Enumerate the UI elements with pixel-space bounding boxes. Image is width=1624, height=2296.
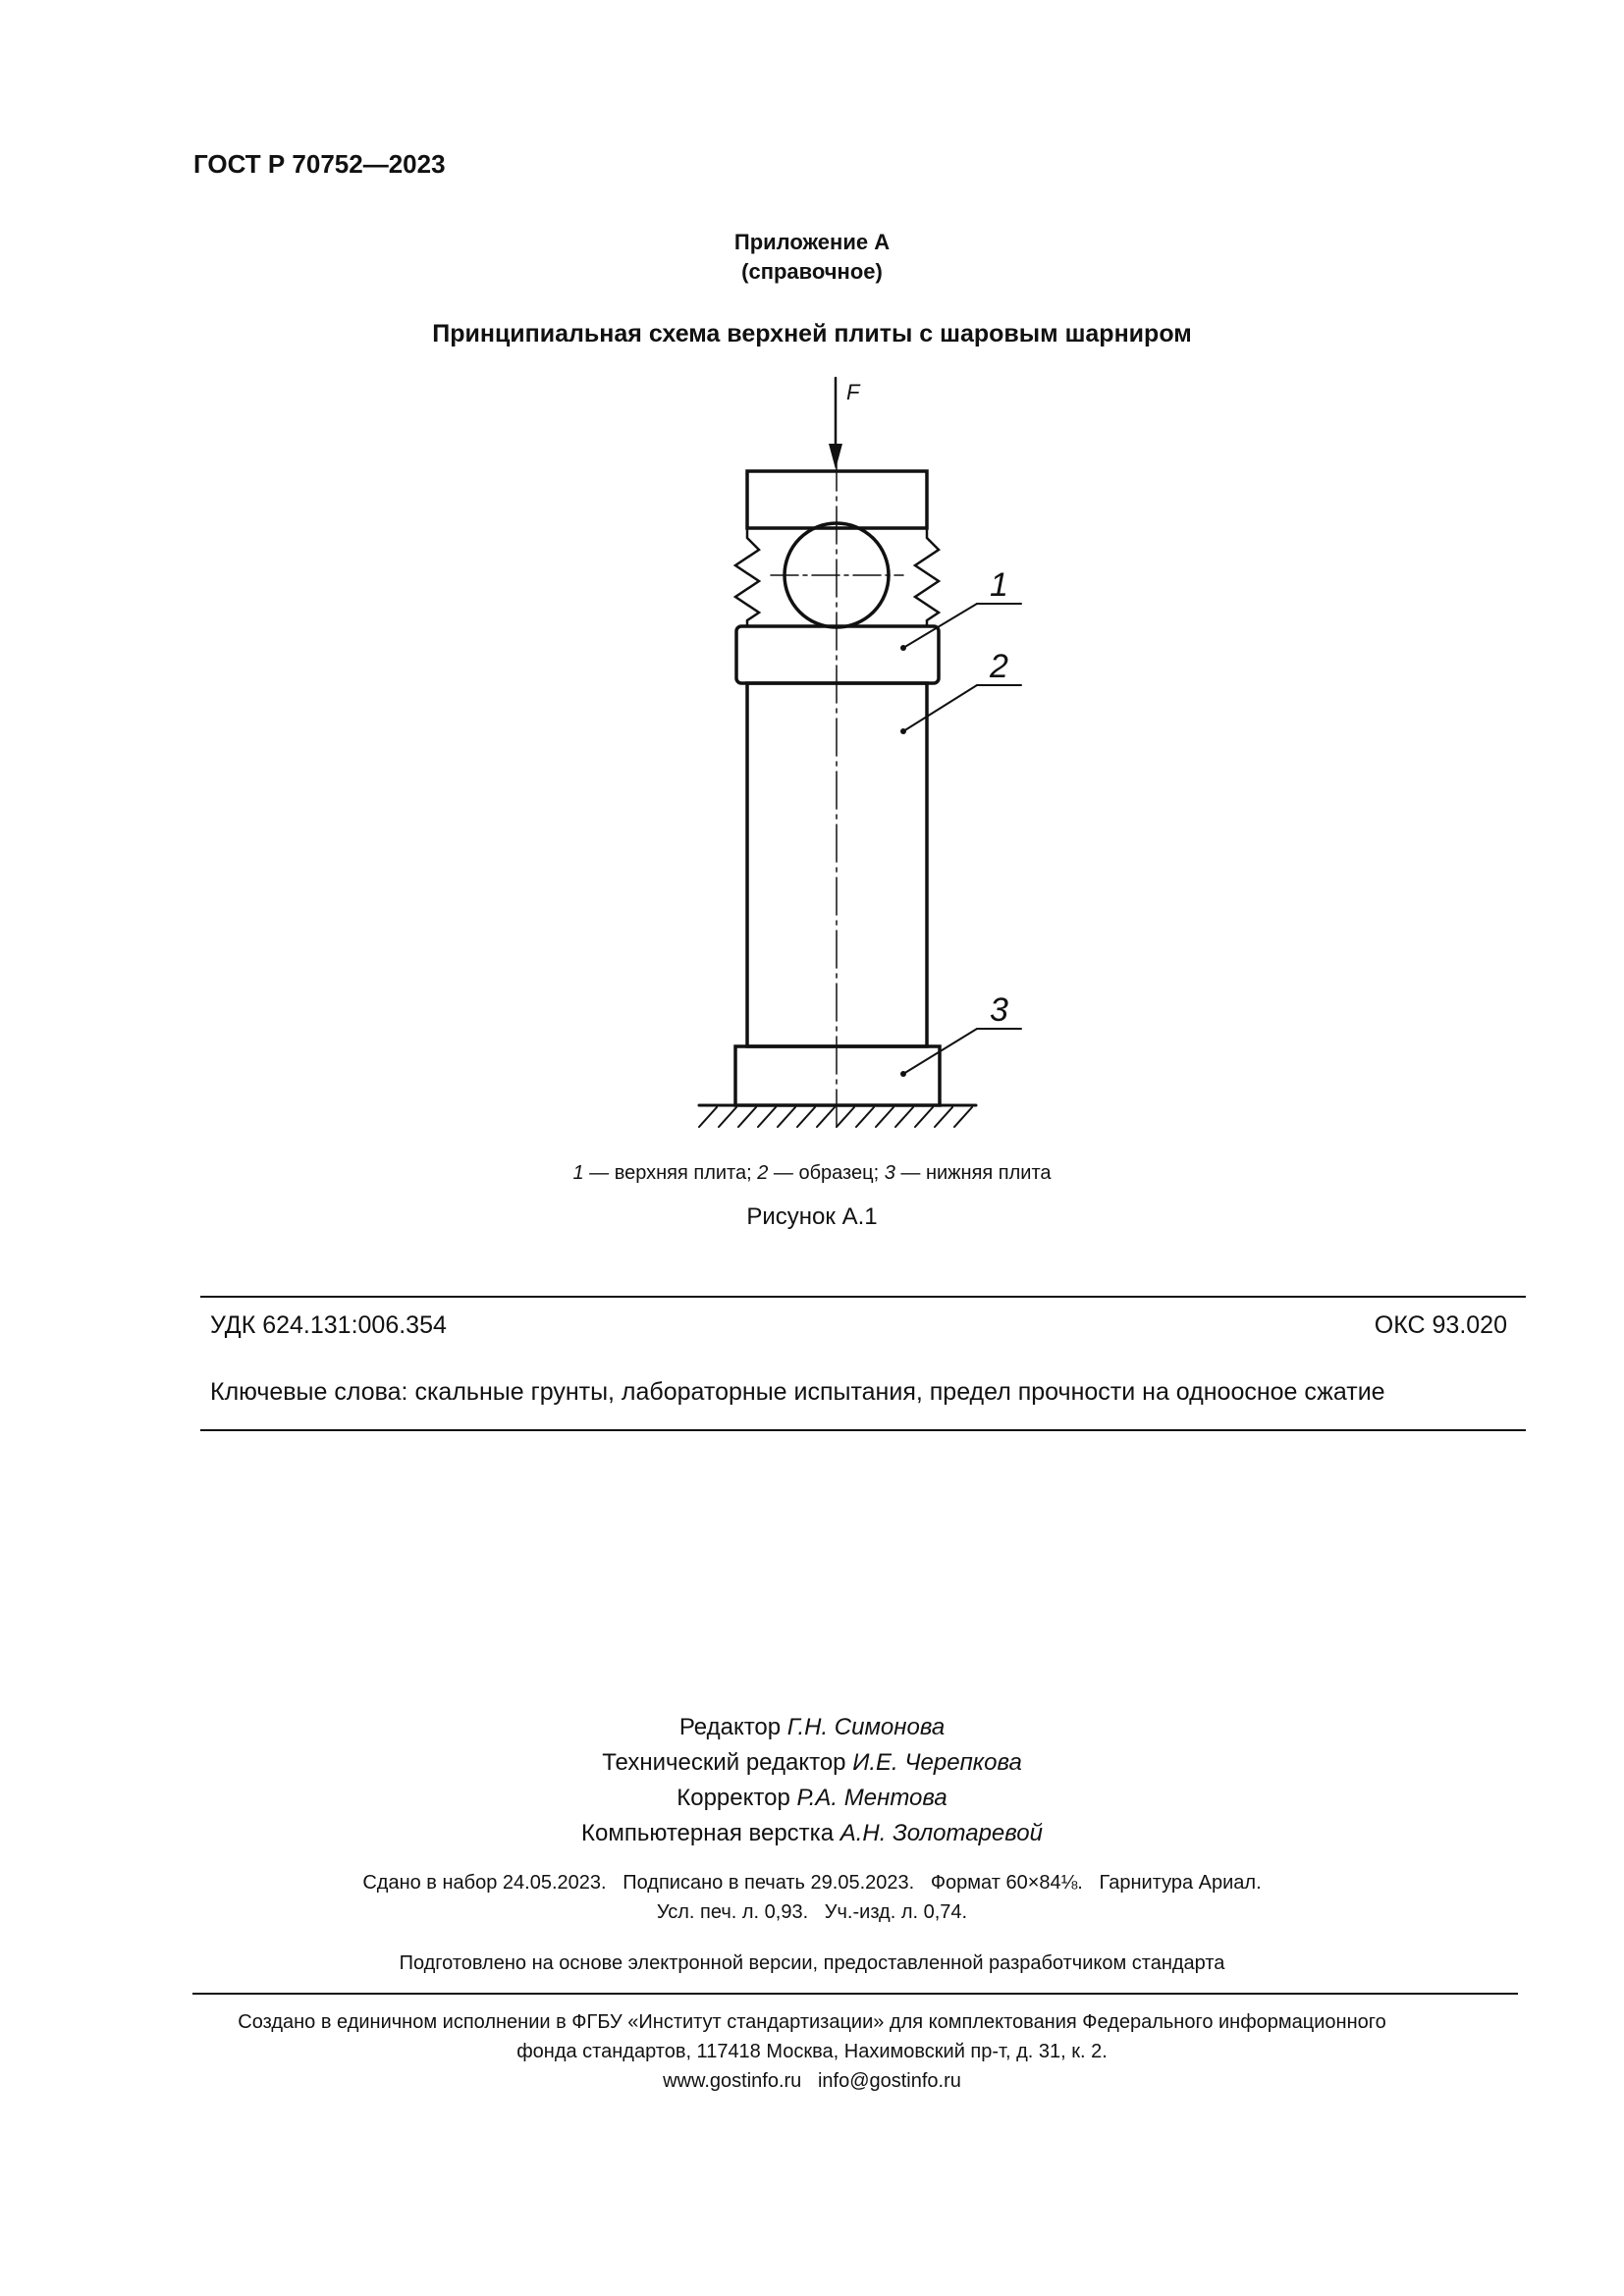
leader-2 bbox=[903, 685, 977, 731]
figure-title: Принципиальная схема верхней плиты с шаровым шарниром bbox=[432, 320, 1192, 347]
right-spring bbox=[915, 528, 939, 626]
ground-hatching bbox=[699, 1107, 972, 1127]
callout-2: 2 bbox=[990, 648, 1008, 685]
tech-editor-label: Технический редактор bbox=[602, 1749, 853, 1776]
appendix-title: Приложение А bbox=[733, 230, 891, 254]
figure-legend bbox=[0, 1162, 1624, 1185]
legend-num-3: 3 bbox=[884, 1162, 895, 1184]
biblio-bottom-rule bbox=[200, 1429, 1526, 1431]
udc-code: УДК 624.131:006.354 bbox=[210, 1311, 447, 1339]
callout-3: 3 bbox=[990, 991, 1008, 1029]
force-label: F bbox=[846, 380, 860, 404]
oks-code: ОКС 93.020 bbox=[1374, 1311, 1507, 1339]
upper-plate bbox=[736, 626, 939, 683]
legend-num-1: 1 bbox=[572, 1162, 584, 1184]
legend-text-1: — верхняя плита; bbox=[583, 1162, 758, 1184]
layout-label: Компьютерная верстка bbox=[581, 1820, 840, 1846]
leader-2-dot bbox=[900, 728, 906, 734]
credit-corrector bbox=[0, 1781, 1624, 1816]
lower-plate bbox=[735, 1046, 940, 1105]
leader-1-dot bbox=[900, 645, 906, 651]
leader-3-dot bbox=[900, 1071, 906, 1077]
credit-editor bbox=[0, 1710, 1624, 1745]
force-arrow-head bbox=[829, 444, 842, 469]
figure-caption: Рисунок А.1 bbox=[746, 1203, 878, 1230]
imprint-rule bbox=[192, 1993, 1518, 1995]
legend-text-2: — образец; bbox=[768, 1162, 885, 1184]
prepared-note: Подготовлено на основе электронной версии, предоставленной разработчиком стандарта bbox=[399, 1952, 1225, 1974]
imprint-line-1: Сдано в набор 24.05.2023. Подписано в печать 29.05.2023. Формат 60×84⅛. Гарнитура Ариал. bbox=[362, 1872, 1262, 1894]
appendix-subtitle: (справочное) bbox=[741, 259, 883, 284]
corrector-label: Корректор bbox=[677, 1785, 797, 1811]
keywords: Ключевые слова: скальные грунты, лабораторные испытания, предел прочности на одноосное сжатие bbox=[210, 1378, 1385, 1406]
biblio-top-rule bbox=[200, 1296, 1526, 1298]
document-code: ГОСТ Р 70752—2023 bbox=[193, 149, 446, 179]
editor-name: Г.Н. Симонова bbox=[786, 1714, 946, 1740]
credit-tech-editor bbox=[0, 1745, 1624, 1781]
legend-text-3: — нижняя плита bbox=[894, 1162, 1052, 1184]
corrector-name: Р.А. Ментова bbox=[796, 1785, 947, 1811]
created-line-1: Создано в единичном исполнении в ФГБУ «Институт стандартизации» для комплектования Федерального информационного bbox=[238, 2011, 1386, 2033]
imprint-line-2: Усл. печ. л. 0,93. Уч.-изд. л. 0,74. bbox=[656, 1901, 968, 1923]
credit-layout bbox=[0, 1816, 1624, 1851]
callout-1: 1 bbox=[990, 566, 1008, 604]
left-spring bbox=[735, 528, 759, 626]
tech-editor-name: И.Е. Черепкова bbox=[852, 1749, 1022, 1776]
layout-name: А.Н. Золотаревой bbox=[839, 1820, 1043, 1846]
ball-joint-schematic bbox=[0, 363, 1624, 1148]
web-contacts: www.gostinfo.ru info@gostinfo.ru bbox=[663, 2070, 961, 2092]
editor-label: Редактор bbox=[678, 1714, 787, 1740]
created-line-2: фонда стандартов, 117418 Москва, Нахимовский пр-т, д. 31, к. 2. bbox=[516, 2041, 1108, 2062]
legend-num-2: 2 bbox=[757, 1162, 769, 1184]
